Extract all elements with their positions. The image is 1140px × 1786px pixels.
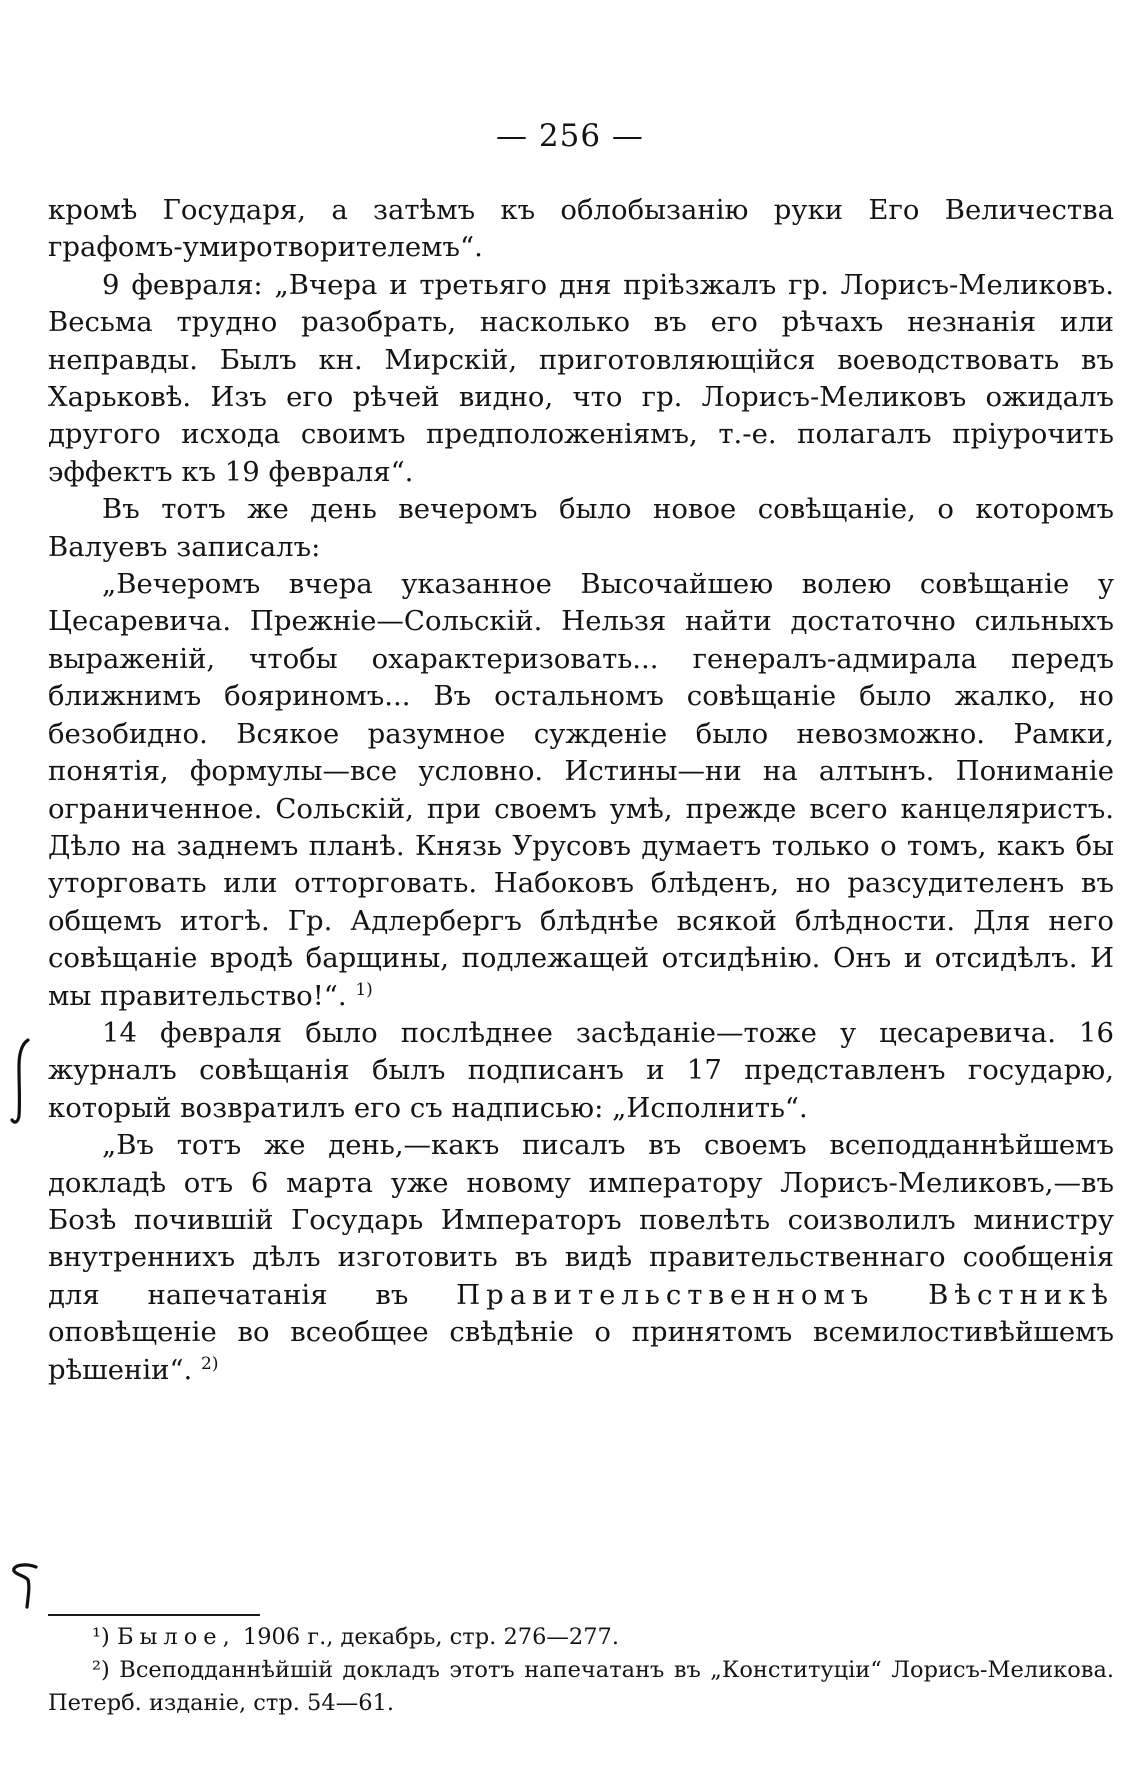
paragraph-6-text-b: оповѣщеніе во всеобщее свѣдѣніе о принятомъ всемилостивѣйшемъ рѣшеніи“. <box>48 1316 1114 1386</box>
footnote-2 <box>48 1654 1114 1720</box>
footnote-1-mark: ¹) <box>92 1624 110 1650</box>
footnote-2-mark: ²) <box>92 1657 110 1683</box>
paragraph-6 <box>48 1127 1114 1389</box>
paragraph-2 <box>48 267 1114 491</box>
paragraph-6-emphasis: Правительственномъ Вѣстникѣ <box>456 1278 1114 1311</box>
paragraph-5 <box>48 1015 1114 1127</box>
page-number: — 256 — <box>496 118 644 154</box>
paragraph-4 <box>48 566 1114 1015</box>
margin-hook-mark <box>6 1561 42 1611</box>
footnote-1-source: Былое, <box>116 1624 236 1650</box>
paragraph-3-text: Въ тотъ же день вечеромъ было новое совѣщаніе, о которомъ Валуевъ записалъ: <box>48 493 1114 563</box>
margin-bracket-mark <box>4 1036 34 1128</box>
footnote-1-text: 1906 г., декабрь, стр. 276—277. <box>242 1624 619 1650</box>
paragraph-2-text: 9 февраля: „Вчера и третьяго дня пріѣзжалъ гр. Лорисъ-Меликовъ. Весьма трудно разобрать, насколько въ его рѣчахъ незнанія или неправды. Былъ кн. Мирскій, приготовляющійся воеводствовать въ Харьковѣ. Изъ его рѣчей видно, что гр. Лорисъ-Меликовъ ожидалъ другого исхода своимъ предположеніямъ, т.-е. полагалъ пріурочить эффектъ къ 19 февраля“. <box>48 268 1114 488</box>
footnote-ref-1[interactable]: 1) <box>355 979 373 1000</box>
paragraph-4-text: „Вечеромъ вчера указанное Высочайшею волею совѣщаніе у Цесаревича. Прежніе—Сольскій. Нельзя найти достаточно сильныхъ выраженій, чтобы охарактеризовать... генералъ-адмирала передъ ближнимъ бояриномъ... Въ остальномъ совѣщаніе было жалко, но безобидно. Всякое разумное сужденіе было невозможно. Рамки, понятія, формулы—все условно. Истины—ни на алтынъ. Пониманіе ограниченное. Сольскій, при своемъ умѣ, прежде всего канцеляристъ. Дѣло на заднемъ планѣ. Князь Урусовъ думаетъ только о томъ, какъ бы уторговать или отторговать. Набоковъ блѣденъ, но разсудителенъ въ общемъ итогѣ. Гр. Адлербергъ блѣднѣе всякой блѣдности. Для него совѣщаніе вродѣ барщины, подлежащей отсидѣнію. Онъ и отсидѣлъ. И мы правительство!“. <box>48 568 1114 1012</box>
footnotes <box>48 1621 1114 1720</box>
footnote-2-text: Всеподданнѣйшій докладъ этотъ напечатанъ въ „Конституціи“ Лорисъ-Меликова. Петерб. изданіе, стр. 54—61. <box>48 1657 1115 1716</box>
footnote-1 <box>48 1621 1114 1654</box>
footnote-ref-2[interactable]: 2) <box>201 1353 219 1374</box>
paragraph-5-text: 14 февраля было послѣднее засѣданіе—тоже у цесаревича. 16 журналъ совѣщанія былъ подписанъ и 17 представленъ государю, который возвратилъ его съ надписью: „Исполнить“. <box>48 1016 1114 1124</box>
paragraph-1-text: кромѣ Государя, а затѣмъ къ облобызанію руки Его Величества графомъ-умиротворителемъ“. <box>48 194 1114 264</box>
paragraph-3 <box>48 491 1114 566</box>
paragraph-6-text-a: „Въ тотъ же день,—какъ писалъ въ своемъ всеподданнѣйшемъ докладѣ отъ 6 марта уже новому императору Лорисъ-Меликовъ,—въ Бозѣ почившій Государь Императоръ повелѣть соизволилъ министру внутреннихъ дѣлъ изготовить въ видѣ правительственнаго сообщенія для напечатанія въ <box>48 1129 1114 1311</box>
paragraph-1 <box>48 192 1114 267</box>
footnote-divider <box>48 1614 260 1616</box>
body-text <box>48 192 1114 1389</box>
